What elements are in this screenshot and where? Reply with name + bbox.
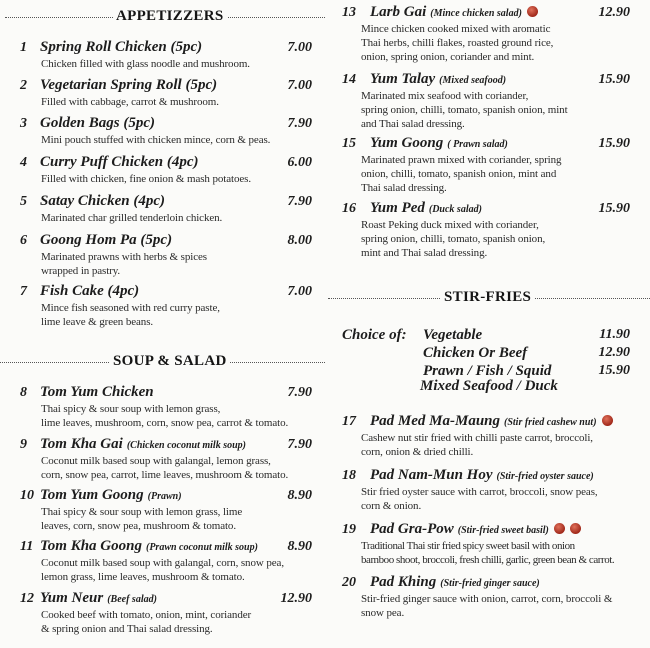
- item-price: 12.90: [280, 591, 312, 606]
- item-subtitle: (Mixed seafood): [439, 75, 507, 86]
- item-name: [40, 436, 246, 453]
- item-name: [370, 200, 482, 217]
- item-number: 8: [20, 385, 27, 400]
- item-description: [41, 608, 251, 636]
- description-line: Coconut milk based soup with galangal, lemon grass,: [41, 455, 271, 467]
- item-number: 9: [20, 437, 27, 452]
- description-line: lime leave & green beans.: [41, 316, 154, 328]
- item-price: 7.90: [287, 194, 312, 209]
- item-number: 1: [20, 40, 27, 55]
- description-line: Thai spicy & sour soup with lemon grass,: [41, 403, 221, 415]
- description-line: mint and Thai salad dressing.: [361, 247, 488, 259]
- description-line: onion, chilli, tomato, spanish onion, mint and: [361, 168, 557, 180]
- item-price: 6.00: [287, 155, 312, 170]
- item-number: 2: [20, 78, 27, 93]
- description-line: Cashew nut stir fried with chilli paste carrot, broccoli,: [361, 432, 593, 444]
- description-line: Thai spicy & sour soup with lemon grass, lime: [41, 506, 243, 518]
- description-line: Filled with cabbage, carrot & mushroom.: [41, 96, 219, 108]
- item-description: [41, 454, 288, 482]
- description-line: Marinated prawn mixed with coriander, spring: [361, 154, 562, 166]
- item-description: [361, 89, 568, 131]
- choice-option: Chicken Or Beef: [423, 345, 528, 361]
- item-description: [41, 95, 219, 109]
- description-line: Roast Peking duck mixed with coriander,: [361, 219, 539, 231]
- description-line: bamboo shoot, broccoli, fresh chilli, garlic, green bean & carrot.: [361, 554, 615, 566]
- item-subtitle: (Prawn): [147, 491, 182, 502]
- description-line: Stir fried oyster sauce with carrot, broccoli, snow peas,: [361, 486, 598, 498]
- item-name: [40, 283, 139, 300]
- item-number: 11: [20, 539, 34, 554]
- item-title: Yum Goong: [370, 135, 444, 151]
- item-name: [40, 590, 157, 607]
- item-number: 17: [342, 414, 356, 429]
- choice-price: 11.90: [599, 327, 630, 342]
- description-line: spring onion, chilli, tomato, spanish onion,: [361, 233, 546, 245]
- choice-price: 12.90: [598, 345, 630, 360]
- item-description: [361, 153, 561, 195]
- item-price: 7.00: [287, 78, 312, 93]
- item-name: [40, 538, 258, 555]
- item-subtitle: (Duck salad): [428, 204, 482, 215]
- item-name: [370, 467, 594, 484]
- item-name: [370, 135, 508, 152]
- choice-option: Vegetable: [423, 327, 483, 343]
- choice-price: 15.90: [598, 363, 630, 378]
- description-line: Mince chicken cooked mixed with aromatic: [361, 23, 551, 35]
- description-line: Filled with chicken, fine onion & mash potatoes.: [41, 173, 251, 185]
- item-description: [361, 218, 545, 260]
- item-title: Tom Kha Gai: [40, 436, 123, 452]
- item-number: 16: [342, 201, 356, 216]
- description-line: wrapped in pastry.: [41, 265, 121, 277]
- item-description: [41, 133, 270, 147]
- item-number: 4: [20, 155, 27, 170]
- description-line: leaves, corn, snow pea, mushroom & tomato.: [41, 520, 236, 532]
- item-price: 15.90: [598, 72, 630, 87]
- item-name: [40, 39, 202, 56]
- item-number: 20: [342, 575, 356, 590]
- item-title: Tom Yum Chicken: [40, 384, 154, 400]
- item-title: Pad Med Ma-Maung: [370, 413, 501, 429]
- section-title-appetizers: APPETIZZERS: [113, 8, 227, 25]
- chili-icon: [554, 523, 565, 534]
- description-line: snow pea.: [361, 607, 405, 619]
- item-title: Pad Khing: [370, 574, 437, 590]
- item-subtitle: (Chicken coconut milk soup): [126, 440, 246, 451]
- item-title: Tom Yum Goong: [40, 487, 144, 503]
- item-number: 14: [342, 72, 356, 87]
- item-name: [40, 193, 165, 210]
- item-description: [361, 22, 553, 64]
- item-subtitle: (Prawn coconut milk soup): [145, 542, 258, 553]
- item-name: [370, 521, 581, 538]
- item-price: 8.90: [287, 539, 312, 554]
- chili-icon: [570, 523, 581, 534]
- item-title: Vegetarian Spring Roll (5pc): [40, 77, 218, 93]
- item-subtitle: (Stir-fried ginger sauce): [440, 578, 540, 589]
- item-number: 18: [342, 468, 356, 483]
- item-description: [41, 556, 284, 584]
- item-number: 10: [20, 488, 34, 503]
- item-subtitle: (Stir-fried sweet basil): [457, 525, 549, 536]
- item-title: Curry Puff Chicken (4pc): [40, 154, 199, 170]
- item-price: 15.90: [598, 136, 630, 151]
- item-number: 12: [20, 591, 34, 606]
- description-line: corn, snow pea, carrot, lime leaves, mushroom & tomato.: [41, 469, 289, 481]
- item-name: [40, 487, 182, 504]
- item-price: 7.00: [287, 40, 312, 55]
- item-price: 7.90: [287, 385, 312, 400]
- item-subtitle: ( Prawn salad): [447, 139, 508, 150]
- item-name: [40, 115, 155, 132]
- description-line: corn & onion.: [361, 500, 422, 512]
- item-description: [41, 301, 220, 329]
- item-subtitle: (Mince chicken salad): [430, 8, 522, 19]
- choice-option: Prawn / Fish / Squid: [423, 363, 552, 379]
- item-subtitle: (Stir fried cashew nut): [504, 417, 597, 428]
- description-line: Traditional Thai stir fried spicy sweet basil with onion: [361, 540, 575, 552]
- item-title: Yum Neur: [40, 590, 104, 606]
- item-description: [361, 539, 614, 567]
- description-line: Marinated mix seafood with coriander,: [361, 90, 529, 102]
- description-line: lemon grass, lime leaves, mushroom & tomato.: [41, 571, 245, 583]
- item-title: Tom Kha Goong: [40, 538, 142, 554]
- item-number: 15: [342, 136, 356, 151]
- item-description: [361, 592, 612, 620]
- item-description: [41, 57, 250, 71]
- item-name: [40, 232, 172, 249]
- item-title: Fish Cake (4pc): [40, 283, 140, 299]
- item-subtitle: (Stir-fried oyster sauce): [496, 471, 594, 482]
- item-name: [40, 154, 198, 171]
- chili-icon: [602, 415, 613, 426]
- item-title: Golden Bags (5pc): [40, 115, 155, 131]
- item-name: [370, 574, 540, 591]
- description-line: Mini pouch stuffed with chicken mince, corn & peas.: [41, 134, 271, 146]
- item-description: [41, 250, 207, 278]
- item-price: 8.90: [287, 488, 312, 503]
- item-price: 7.90: [287, 116, 312, 131]
- section-title-stir-fries: STIR-FRIES: [441, 289, 534, 306]
- item-price: 8.00: [287, 233, 312, 248]
- item-number: 3: [20, 116, 27, 131]
- item-description: [361, 485, 598, 513]
- item-name: [40, 384, 154, 401]
- item-title: Satay Chicken (4pc): [40, 193, 165, 209]
- item-description: [41, 505, 242, 533]
- description-line: & spring onion and Thai salad dressing.: [41, 623, 213, 635]
- item-description: [361, 431, 593, 459]
- description-line: Stir-fried ginger sauce with onion, carrot, corn, broccoli &: [361, 593, 613, 605]
- item-title: Pad Gra-Pow: [370, 521, 454, 537]
- description-line: Coconut milk based soup with galangal, corn, snow pea,: [41, 557, 284, 569]
- item-title: Spring Roll Chicken (5pc): [40, 39, 203, 55]
- description-line: corn, onion & dried chilli.: [361, 446, 474, 458]
- item-description: [41, 211, 222, 225]
- item-number: 13: [342, 5, 356, 20]
- description-line: onion, spring onion, coriander and mint.: [361, 51, 535, 63]
- description-line: and Thai salad dressing.: [361, 118, 465, 130]
- item-name: [370, 71, 506, 88]
- description-line: Cooked beef with tomato, onion, mint, coriander: [41, 609, 252, 621]
- description-line: Marinated prawns with herbs & spices: [41, 251, 207, 263]
- description-line: Chicken filled with glass noodle and mushroom.: [41, 58, 250, 70]
- item-title: Yum Talay: [370, 71, 436, 87]
- item-subtitle: (Beef salad): [107, 594, 157, 605]
- item-number: 19: [342, 522, 356, 537]
- choice-option: Mixed Seafood / Duck: [420, 378, 558, 394]
- item-name: [40, 77, 217, 94]
- item-number: 5: [20, 194, 27, 209]
- item-price: 7.90: [287, 437, 312, 452]
- description-line: lime leaves, mushroom, corn, snow pea, carrot & tomato.: [41, 417, 289, 429]
- item-price: 12.90: [598, 5, 630, 20]
- item-price: 15.90: [598, 201, 630, 216]
- item-price: 7.00: [287, 284, 312, 299]
- description-line: Thai salad dressing.: [361, 182, 447, 194]
- item-name: [370, 413, 613, 430]
- description-line: Mince fish seasoned with red curry paste,: [41, 302, 220, 314]
- description-line: spring onion, chilli, tomato, spanish onion, mint: [361, 104, 568, 116]
- description-line: Marinated char grilled tenderloin chicken.: [41, 212, 223, 224]
- description-line: Thai herbs, chilli flakes, roasted ground rice,: [361, 37, 554, 49]
- item-title: Larb Gai: [370, 4, 427, 20]
- item-description: [41, 172, 251, 186]
- item-description: [41, 402, 288, 430]
- choice-label: Choice of:: [342, 327, 407, 343]
- item-title: Yum Ped: [370, 200, 425, 216]
- item-title: Goong Hom Pa (5pc): [40, 232, 173, 248]
- item-number: 7: [20, 284, 27, 299]
- chili-icon: [527, 6, 538, 17]
- item-title: Pad Nam-Mun Hoy: [370, 467, 493, 483]
- item-name: [370, 4, 538, 21]
- section-title-soup-salad: SOUP & SALAD: [110, 353, 230, 370]
- item-number: 6: [20, 233, 27, 248]
